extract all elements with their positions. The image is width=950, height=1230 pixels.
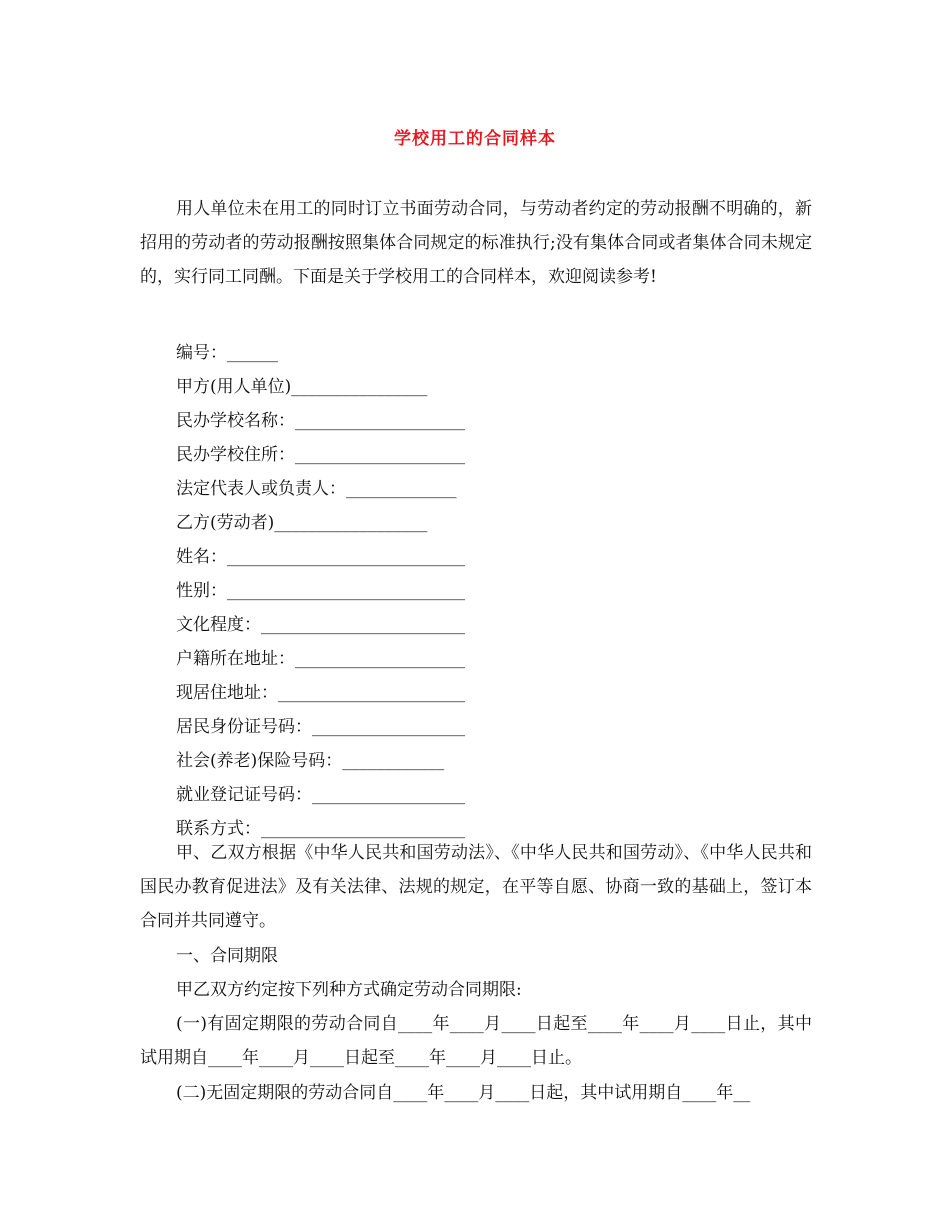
- form-field: [176, 683, 465, 703]
- page-title: 学校用工的合同样本: [394, 129, 556, 149]
- field-blank: ________________: [291, 377, 428, 397]
- field-blank: ____________: [342, 751, 445, 771]
- field-blank: ______________________: [278, 683, 465, 703]
- form-field: [176, 717, 465, 737]
- field-label: 户籍所在地址：: [176, 649, 295, 669]
- term-intro: 甲乙双方约定按下列种方式确定劳动合同期限:: [176, 980, 522, 1000]
- field-label: 性别：: [176, 581, 227, 601]
- field-label: 民办学校名称：: [176, 411, 295, 431]
- field-blank: ____________________________: [227, 581, 465, 601]
- field-label: 社会(养老)保险号码：: [176, 751, 343, 771]
- field-blank: __________________: [312, 785, 465, 805]
- field-blank: ________________________: [261, 819, 465, 839]
- field-blank: _____________: [346, 479, 457, 499]
- form-field: [176, 785, 465, 805]
- field-blank: __________________: [312, 717, 465, 737]
- form-field: [176, 445, 465, 465]
- field-label: 姓名：: [176, 547, 227, 567]
- field-label: 现居住地址：: [176, 683, 278, 703]
- open-term-item: (二)无固定期限的劳动合同自____年____月____日起，其中试用期自____年__: [176, 1083, 751, 1103]
- field-label: 文化程度：: [176, 615, 261, 635]
- field-label: 民办学校住所：: [176, 445, 295, 465]
- form-field: [176, 649, 465, 669]
- form-field: [176, 751, 444, 771]
- intro-paragraph: 用人单位未在用工的同时订立书面劳动合同，与劳动者约定的劳动报酬不明确的，新招用的劳动者的劳动报酬按照集体合同规定的标准执行;没有集体合同或者集体合同未规定的，实行同工同酬。下面是关于学校用工的合同样本，欢迎阅读参考!: [140, 199, 812, 287]
- basis-paragraph: 甲、乙双方根据《中华人民共和国劳动法》、《中华人民共和国劳动》、《中华人民共和国民办教育促进法》及有关法律、法规的规定，在平等自愿、协商一致的基础上，签订本合同并共同遵守。: [140, 843, 812, 931]
- field-blank: ____________________: [295, 649, 465, 669]
- form-field: [176, 513, 427, 533]
- form-field: [176, 479, 457, 499]
- form-field: [176, 377, 427, 397]
- field-label: 乙方(劳动者): [176, 513, 275, 533]
- field-blank: ____________________________: [227, 547, 465, 567]
- form-field: [176, 547, 465, 567]
- field-blank: ____________________: [295, 445, 465, 465]
- field-label: 就业登记证号码：: [176, 785, 312, 805]
- field-label: 甲方(用人单位): [176, 377, 292, 397]
- field-label: 法定代表人或负责人：: [176, 479, 346, 499]
- section-heading: 一、合同期限: [176, 946, 278, 966]
- field-blank: __________________: [274, 513, 428, 533]
- field-label: 联系方式：: [176, 819, 261, 839]
- form-field: [176, 411, 465, 431]
- form-field: [176, 581, 465, 601]
- field-blank: ______: [227, 343, 278, 363]
- field-label: 居民身份证号码：: [176, 717, 312, 737]
- form-field: [176, 615, 465, 635]
- field-blank: ____________________: [295, 411, 465, 431]
- field-label: 编号：: [176, 343, 227, 363]
- fixed-term-item: (一)有固定期限的劳动合同自____年____月____日起至____年____月____日止，其中试用期自____年____月____日起至____年____月____日止。: [140, 1014, 812, 1068]
- field-blank: ________________________: [261, 615, 465, 635]
- form-field: [176, 343, 278, 363]
